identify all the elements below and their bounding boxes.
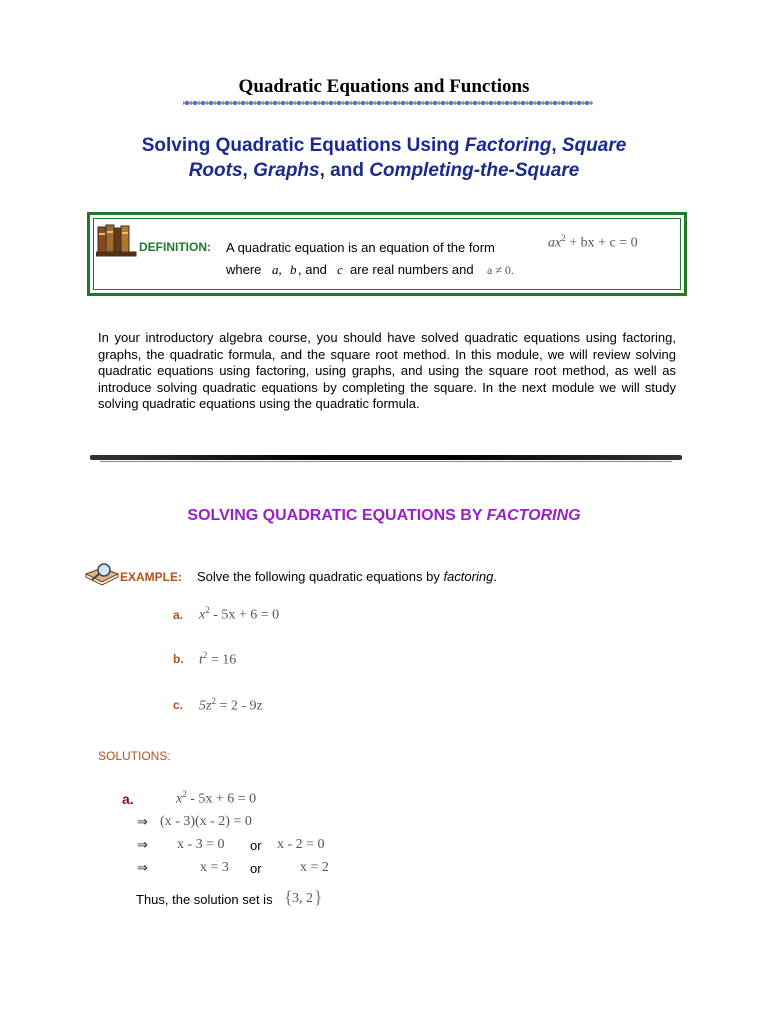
- magnifier-book-icon: [84, 560, 122, 586]
- example-instruction-emphasis: factoring: [443, 569, 494, 584]
- variable-a-text: a: [272, 262, 279, 277]
- item-a-base: x: [199, 607, 206, 623]
- example-item-a-label: a.: [173, 608, 184, 622]
- general-form-rest: + bx + c = 0: [565, 235, 638, 251]
- set-open-brace: {: [284, 887, 293, 907]
- solution-a-label: a.: [122, 791, 134, 807]
- definition-where: where: [226, 262, 262, 277]
- example-item-b-equation: [199, 650, 236, 669]
- subtitle-and: , and: [319, 160, 370, 181]
- subtitle-comma-1: ,: [551, 135, 562, 156]
- intro-paragraph: In your introductory algebra course, you should have solved quadratic equations using factoring, graphs, the quadratic formula, and the square root method. In this module, we will review solving quadratic equations using factoring, using graphs, and using the square root method, as well as introduce solving quadratic equations by completing the square. In the next module we will study solving quadratic equations using the quadratic formula.: [98, 330, 676, 411]
- definition-label: DEFINITION:: [139, 240, 211, 254]
- solution-factor-1: x - 3 = 0: [177, 837, 225, 852]
- sol-line1-exp: 2: [182, 789, 187, 799]
- subtitle-completing: Completing-the-Square: [369, 160, 580, 181]
- variable-c: [337, 262, 343, 278]
- or-text-2: or: [250, 861, 262, 876]
- variable-c-text: c: [337, 262, 343, 277]
- books-icon: [96, 221, 138, 257]
- solution-set-values: 3, 2: [292, 891, 313, 906]
- solution-factored-form: (x - 3)(x - 2) = 0: [160, 814, 252, 829]
- item-c-base: 5z: [199, 698, 212, 714]
- example-item-a-equation: [199, 605, 279, 624]
- set-close-brace: }: [314, 887, 323, 907]
- item-b-exp: 2: [202, 650, 208, 660]
- variable-a: [272, 262, 282, 278]
- or-text-1: or: [250, 838, 262, 853]
- page-subtitle: [0, 133, 768, 183]
- implies-arrow-2: ⇒: [137, 838, 148, 853]
- subtitle-square: Square: [561, 135, 627, 156]
- example-label: EXAMPLE:: [120, 570, 183, 584]
- item-a-rest: - 5x + 6 = 0: [209, 607, 280, 623]
- variable-a-comma: ,: [278, 262, 282, 277]
- item-b-base: t: [199, 652, 203, 668]
- definition-condition-text: are real numbers and: [350, 262, 474, 277]
- sol-line1-base: x: [176, 791, 183, 807]
- subtitle-roots: Roots: [188, 160, 243, 181]
- section-heading-prefix: SOLVING QUADRATIC EQUATIONS BY: [187, 507, 487, 524]
- solution-factor-2: x - 2 = 0: [277, 837, 325, 852]
- example-item-c-label: c.: [173, 698, 184, 712]
- section-heading-emphasis: FACTORING: [486, 507, 581, 524]
- example-instruction: [197, 569, 497, 584]
- solution-root-2: x = 2: [300, 860, 329, 875]
- general-form-exponent: 2: [561, 233, 566, 243]
- nonzero-condition: a ≠ 0.: [487, 263, 514, 277]
- section-divider: [90, 455, 682, 460]
- solution-conclusion: Thus, the solution set is: [136, 892, 273, 907]
- general-form-equation: [548, 233, 638, 252]
- variable-b: [290, 262, 297, 278]
- subtitle-factoring: Factoring: [464, 135, 552, 156]
- variable-b-text: b: [290, 262, 297, 277]
- general-form-ax: ax: [548, 235, 562, 251]
- example-instruction-text: Solve the following quadratic equations by: [197, 569, 444, 584]
- implies-arrow-3: ⇒: [137, 861, 148, 876]
- definition-and: , and: [298, 262, 327, 277]
- solution-a-equation: [176, 789, 256, 808]
- definition-text: A quadratic equation is an equation of the form: [226, 240, 495, 255]
- solutions-label: SOLUTIONS:: [98, 749, 171, 763]
- implies-arrow-1: ⇒: [137, 815, 148, 830]
- item-c-exp: 2: [211, 696, 216, 706]
- subtitle-graphs: Graphs: [253, 160, 320, 181]
- item-b-rest: = 16: [207, 652, 237, 668]
- example-item-b-label: b.: [173, 652, 184, 666]
- item-a-exp: 2: [205, 605, 210, 615]
- subtitle-prefix: Solving Quadratic Equations Using: [141, 135, 465, 156]
- section-divider-shadow: [100, 461, 672, 462]
- document-title: Quadratic Equations and Functions: [238, 76, 530, 97]
- sol-line1-rest: - 5x + 6 = 0: [186, 791, 257, 807]
- section-heading: [0, 507, 768, 525]
- example-instruction-period: .: [493, 569, 497, 584]
- subtitle-comma-2: ,: [242, 160, 254, 181]
- solution-root-1: x = 3: [200, 860, 229, 875]
- decorative-diamond-rule: [183, 99, 593, 107]
- example-item-c-equation: [199, 696, 263, 715]
- item-c-rest: = 2 - 9z: [215, 698, 263, 714]
